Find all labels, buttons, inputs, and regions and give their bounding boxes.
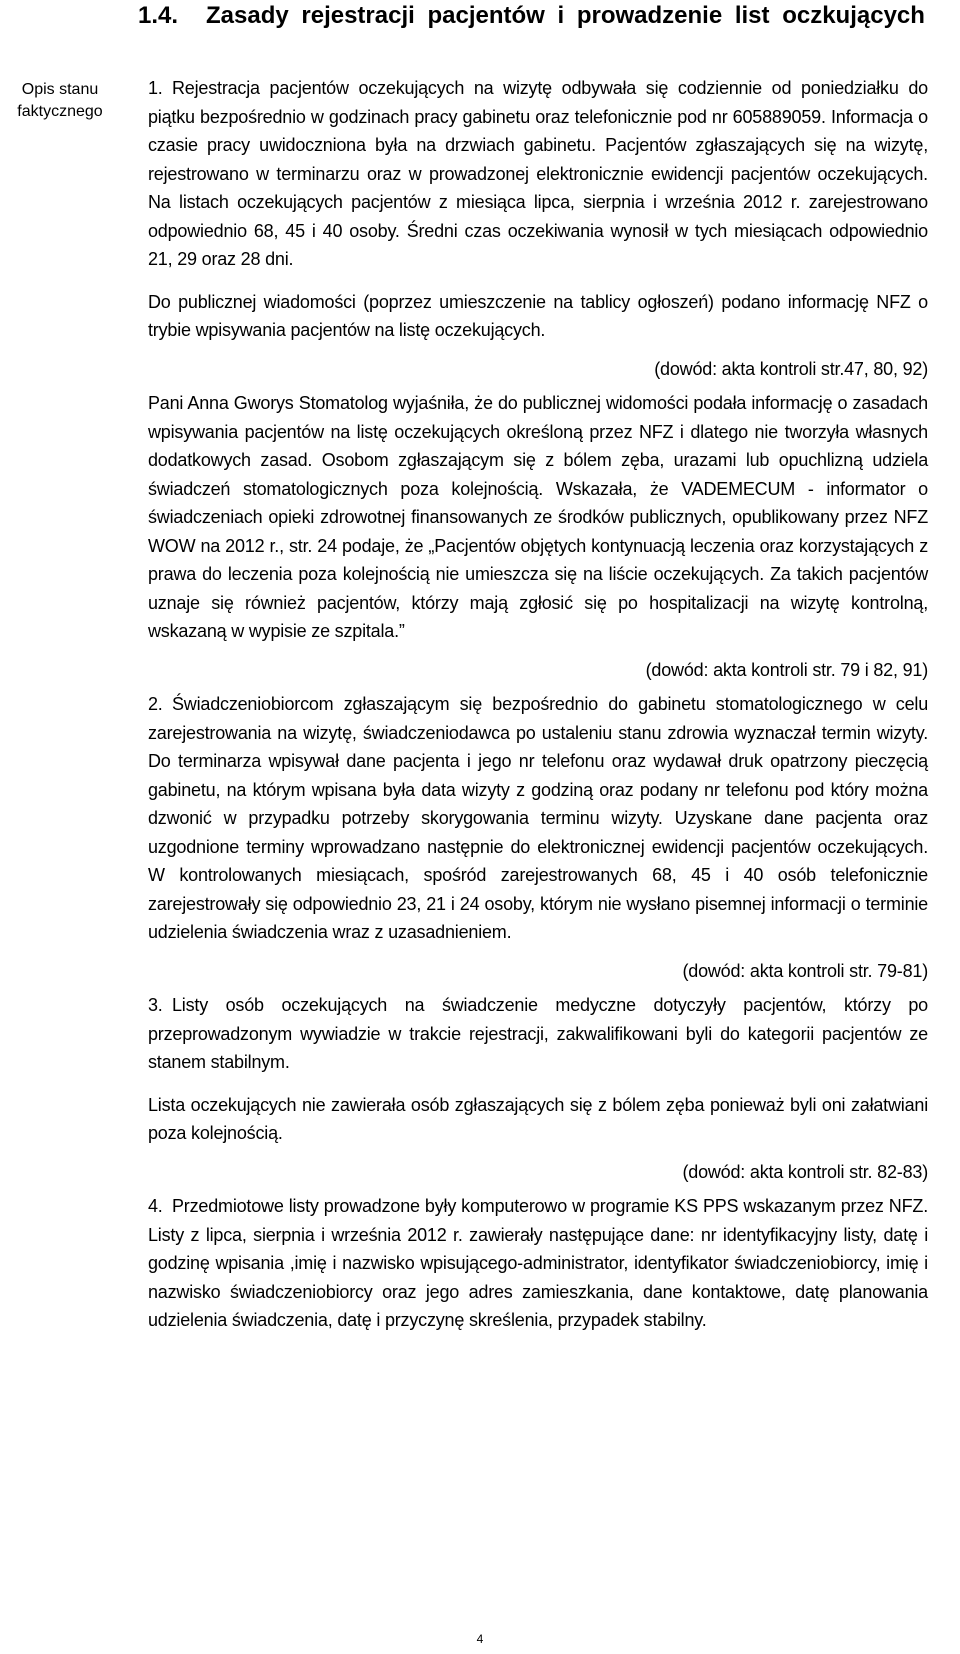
section-title: Zasady rejestracji pacjentów i prowadzenie list oczkujących — [206, 2, 925, 29]
paragraph-3 — [148, 991, 928, 1077]
paragraph-1c: Pani Anna Gworys Stomatolog wyjaśniła, że do publicznej widomości podała informację o zasadach wpisywania pacjentów na listę oczekujących określoną przez NFZ i dlatego nie tworzyła własnych dodatkowych zasad. Osobom zgłaszającym się z bólem zęba, urazami lub opuchlizną udziela świadczeń stomatologicznych poza kolejnością. Wskazała, że VADEMECUM - informator o świadczeniach opieki zdrowotnej finansowanych ze środków publicznych, opublikowany przez NFZ WOW na 2012 r., str. 24 podaje, że „Pacjentów objętych kontynuacją leczenia oraz korzystających z prawa do leczenia poza kolejnością nie umieszcza się na liście oczekujących. Za takich pacjentów uznaje się również pacjentów, którzy mają zgłosić się po hospitalizacji na wizytę kontrolną, wskazaną w wypisie ze szpitala.” — [148, 393, 928, 641]
section-number: 1.4. — [138, 2, 179, 29]
paragraph-2 — [148, 690, 928, 947]
margin-label-line2: faktycznego — [17, 103, 103, 120]
page-number: 4 — [476, 1632, 484, 1646]
document-body — [148, 74, 928, 1335]
paragraph-2-text: Świadczeniobiorcom zgłaszającym się bezpośrednio do gabinetu stomatologicznego w celu zarejestrowania na wizytę, świadczeniodawca po ustaleniu stanu zdrowia wyznaczał termin wizyty. Do terminarza wpisywał dane pacjenta i jego nr telefonu oraz wydawał druk opatrzony pieczęcią gabinetu, na którym wpisana była data wizyty z godziną oraz podany nr telefonu pod który można dzwonić w przypadku potrzeby skorygowania terminu wizyty. Uzyskane dane pacjenta oraz uzgodnione terminy wprowadzano następnie do elektronicznej ewidencji pacjentów oczekujących. W kontrolowanych miesiącach, spośród zarejestrowanych 68, 45 i 40 osób telefonicznie zarejestrowały się odpowiednio 23, 21 i 24 osoby, którym nie wysłano pisemnej informacji o terminie udzielenia świadczenia wraz z uzasadnieniem. — [148, 694, 928, 942]
evidence-reference-4: (dowód: akta kontroli str. 82-83) — [682, 1161, 928, 1182]
evidence-reference-2: (dowód: akta kontroli str. 79 i 82, 91) — [645, 659, 928, 680]
paragraph-1 — [148, 74, 928, 274]
margin-label — [0, 79, 120, 123]
paragraph-3-text: Listy osób oczekujących na świadczenie medyczne dotyczyły pacjentów, którzy po przeprowadzonym wywiadzie w trakcie rejestracji, zakwalifikowani byli do kategorii pacjentów ze stanem stabilnym. — [148, 995, 928, 1072]
item-number-4: 4. — [148, 1196, 163, 1216]
paragraph-4-text: Przedmiotowe listy prowadzone były komputerowo w programie KS PPS wskazanym przez NFZ. Listy z lipca, sierpnia i września 2012 r. zawierały następujące dane: nr identyfikacyjny listy, datę i godzinę wpisania ,imię i nazwisko wpisującego-administrator, identyfikator świadczeniobiorcy, imię i nazwisko świadczeniobiorcy oraz jego adres zamieszkania, dane kontaktowe, datę planowania udzielenia świadczenia, datę i przyczynę skreślenia, przypadek stabilny. — [148, 1196, 928, 1330]
section-heading — [138, 0, 928, 32]
margin-label-line1: Opis stanu — [21, 81, 99, 98]
item-number-3: 3. — [148, 995, 163, 1015]
paragraph-1b: Do publicznej wiadomości (poprzez umieszczenie na tablicy ogłoszeń) podano informację NFZ o trybie wpisywania pacjentów na listę oczekujących. — [148, 291, 928, 340]
paragraph-3b: Lista oczekujących nie zawierała osób zgłaszających się z bólem zęba ponieważ byli oni załatwiani poza kolejnością. — [148, 1094, 928, 1143]
item-number-2: 2. — [148, 694, 163, 714]
item-number-1: 1. — [148, 78, 163, 98]
evidence-reference-1: (dowód: akta kontroli str.47, 80, 92) — [654, 358, 928, 379]
evidence-reference-3: (dowód: akta kontroli str. 79-81) — [682, 960, 928, 981]
paragraph-4 — [148, 1192, 928, 1335]
paragraph-1-text: Rejestracja pacjentów oczekujących na wizytę odbywała się codziennie od poniedziałku do piątku bezpośrednio w godzinach pracy gabinetu oraz telefonicznie pod nr 605889059. Informacja o czasie pracy uwidoczniona była na drzwiach gabinetu. Pacjentów zgłaszających się na wizytę, rejestrowano w terminarzu oraz w prowadzonej elektronicznie ewidencji pacjentów oczekujących. Na listach oczekujących pacjentów z miesiąca lipca, sierpnia i września 2012 r. zarejestrowano odpowiednio 68, 45 i 40 osoby. Średni czas oczekiwania wynosił w tych miesiącach odpowiednio 21, 29 oraz 28 dni. — [148, 78, 928, 269]
